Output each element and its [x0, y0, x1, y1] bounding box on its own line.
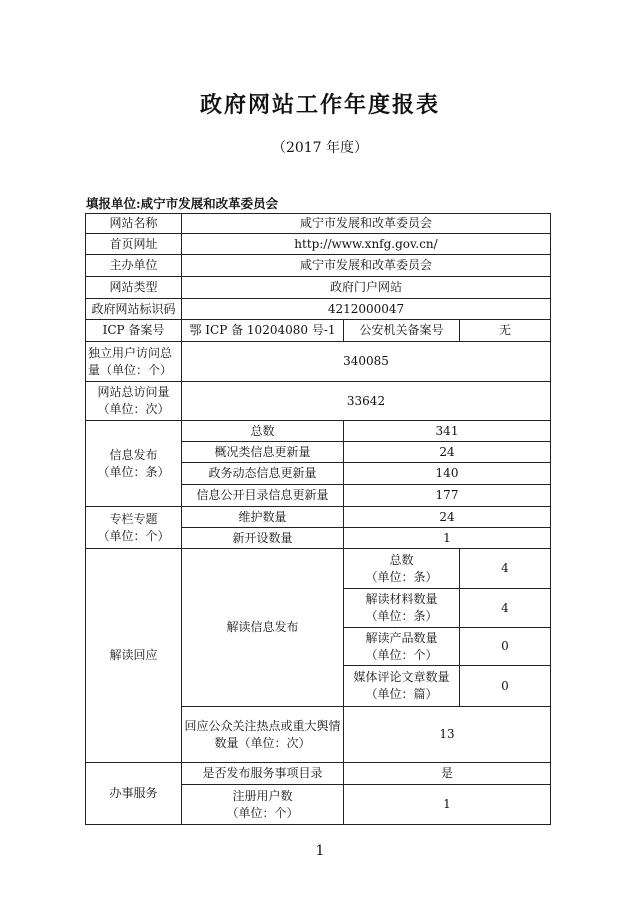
info-publish-unit: （单位：条） — [97, 464, 170, 479]
info-item-value: 24 — [344, 442, 551, 463]
special-topics-label — [86, 507, 182, 549]
interp-item-name: 解读产品数量 — [365, 630, 438, 645]
interp-item-unit: （单位：条） — [365, 569, 438, 584]
service-item-unit: （单位：个） — [226, 805, 299, 820]
site-name-label: 网站名称 — [86, 214, 182, 234]
homepage-value: http://www.xnfg.gov.cn/ — [182, 234, 551, 255]
interp-item-label — [344, 628, 460, 666]
total-visits-label: 网站总访问量（单位：次） — [86, 382, 182, 421]
topic-item-label: 维护数量 — [182, 507, 344, 528]
icp-value: 鄂 ICP 备 10204080 号-1 — [182, 320, 344, 342]
interp-item-value: 4 — [460, 549, 551, 589]
interp-item-name: 媒体评论文章数量 — [353, 670, 450, 684]
response-label: 回应公众关注热点或重大舆情数量（单位：次） — [182, 707, 344, 763]
special-topics-title: 专栏专题 — [109, 511, 158, 526]
interpretation-label: 解读回应 — [86, 549, 182, 763]
total-visits-value: 33642 — [182, 382, 551, 421]
info-item-value: 341 — [344, 421, 551, 442]
interp-item-label — [344, 549, 460, 589]
interp-item-label — [344, 589, 460, 628]
service-item-value: 是 — [344, 763, 551, 785]
icp-label: ICP 备案号 — [86, 320, 182, 342]
site-name-value: 咸宁市发展和改革委员会 — [182, 214, 551, 234]
info-item-value: 177 — [344, 485, 551, 507]
table-row — [86, 382, 551, 421]
service-item-value: 1 — [344, 785, 551, 825]
sponsor-label: 主办单位 — [86, 255, 182, 277]
report-year: （2017 年度） — [271, 140, 369, 156]
info-item-label: 总数 — [182, 421, 344, 442]
table-row — [86, 234, 551, 255]
table-row — [86, 277, 551, 299]
table-row — [86, 214, 551, 234]
response-value: 13 — [344, 707, 551, 763]
interp-item-name: 解读材料数量 — [365, 592, 438, 606]
homepage-label: 首页网址 — [86, 234, 182, 255]
services-label: 办事服务 — [86, 763, 182, 825]
interp-item-unit: （单位：个） — [365, 647, 438, 662]
info-item-label: 信息公开目录信息更新量 — [182, 485, 344, 507]
interp-item-name: 总数 — [389, 552, 414, 567]
table-row — [86, 255, 551, 277]
topic-item-label: 新开设数量 — [182, 528, 344, 549]
interp-item-unit: （单位：篇） — [365, 687, 438, 701]
table-row — [86, 320, 551, 342]
table-row — [86, 421, 551, 442]
service-item-label — [182, 785, 344, 825]
report-table — [85, 213, 551, 825]
police-record-label: 公安机关备案号 — [344, 320, 460, 342]
info-item-value: 140 — [344, 463, 551, 485]
info-item-label: 政务动态信息更新量 — [182, 463, 344, 485]
topic-item-value: 1 — [344, 528, 551, 549]
site-type-label: 网站类型 — [86, 277, 182, 299]
police-record-value: 无 — [460, 320, 551, 342]
table-row — [86, 507, 551, 528]
filing-unit: 填报单位:咸宁市发展和改革委员会 — [86, 196, 279, 211]
site-code-value: 4212000047 — [182, 299, 551, 320]
page-number: 1 — [315, 843, 325, 859]
page-title: 政府网站工作年度报表 — [199, 92, 440, 118]
site-code-label: 政府网站标识码 — [86, 299, 182, 320]
unique-visitors-label: 独立用户访问总量（单位：个） — [86, 342, 182, 382]
topic-item-value: 24 — [344, 507, 551, 528]
service-item-label: 是否发布服务事项目录 — [182, 763, 344, 785]
info-publish-title: 信息发布 — [109, 447, 158, 462]
service-item-name: 注册用户数 — [232, 788, 293, 803]
interp-item-value: 4 — [460, 589, 551, 628]
special-topics-unit: （单位：个） — [97, 528, 170, 543]
info-item-label: 概况类信息更新量 — [182, 442, 344, 463]
table-row — [86, 549, 551, 589]
interp-item-unit: （单位：条） — [365, 609, 438, 623]
interpretation-publish-label: 解读信息发布 — [182, 549, 344, 707]
unique-visitors-value: 340085 — [182, 342, 551, 382]
table-row — [86, 342, 551, 382]
sponsor-value: 咸宁市发展和改革委员会 — [182, 255, 551, 277]
interp-item-label — [344, 666, 460, 707]
table-row — [86, 299, 551, 320]
interp-item-value: 0 — [460, 628, 551, 666]
info-publish-label — [86, 421, 182, 507]
site-type-value: 政府门户网站 — [182, 277, 551, 299]
table-row — [86, 763, 551, 785]
interp-item-value: 0 — [460, 666, 551, 707]
